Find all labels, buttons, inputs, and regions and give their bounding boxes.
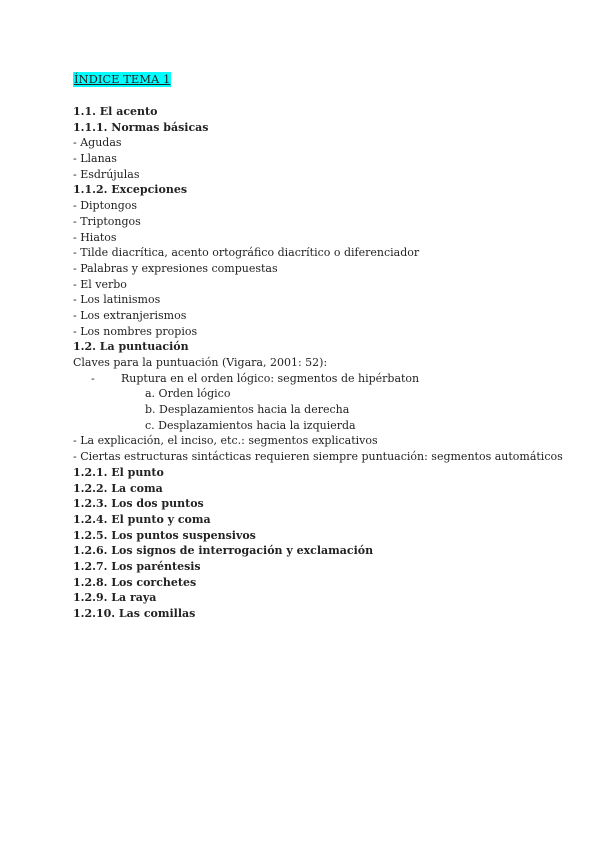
list-item: - Diptongos xyxy=(73,199,138,213)
list-item: - Palabras y expresiones compuestas xyxy=(73,261,278,275)
list-item: - Ciertas estructuras sintácticas requieren siempre puntuación: segmentos automáticos xyxy=(73,450,563,464)
nested-list-item-text: Ruptura en el orden lógico: segmentos de hipérbaton xyxy=(121,371,420,385)
paragraph: Claves para la puntuación (Vigara, 2001: 52): xyxy=(73,356,328,369)
subsection-heading: 1.2.8. Los corchetes xyxy=(73,575,197,589)
subsection-heading: 1.2.1. El punto xyxy=(73,465,164,479)
table-of-contents xyxy=(73,104,573,622)
subsection-heading: 1.2.9. La raya xyxy=(73,591,157,605)
list-item: - Los latinismos xyxy=(73,293,161,307)
nested-sublist-item: a. Orden lógico xyxy=(145,387,231,401)
list-item: - Los nombres propios xyxy=(73,324,198,338)
list-dash: - xyxy=(91,371,95,385)
nested-list-item xyxy=(73,371,573,387)
nested-sublist-item: c. Desplazamientos hacia la izquierda xyxy=(145,418,356,432)
list-item: - Hiatos xyxy=(73,230,117,244)
list-item: - Llanas xyxy=(73,152,117,166)
list-item: - El verbo xyxy=(73,277,127,291)
subsection-heading: 1.2.4. El punto y coma xyxy=(73,512,211,526)
nested-sublist-item: b. Desplazamientos hacia la derecha xyxy=(145,403,350,417)
section-heading: 1.1. El acento xyxy=(73,105,158,118)
subsection-heading: 1.1.1. Normas básicas xyxy=(73,120,209,134)
subsection-heading: 1.2.3. Los dos puntos xyxy=(73,497,204,511)
subsection-heading: 1.2.6. Los signos de interrogación y exclamación xyxy=(73,544,374,558)
subsection-heading: 1.1.2. Excepciones xyxy=(73,183,188,197)
list-item: - La explicación, el inciso, etc.: segmentos explicativos xyxy=(73,434,378,448)
list-item: - Los extranjerismos xyxy=(73,308,187,322)
subsection-heading: 1.2.5. Los puntos suspensivos xyxy=(73,528,256,542)
section-heading: 1.2. La puntuación xyxy=(73,340,189,354)
subsection-heading: 1.2.7. Los paréntesis xyxy=(73,559,201,573)
subsection-heading: 1.2.10. Las comillas xyxy=(73,607,196,620)
list-item: - Esdrújulas xyxy=(73,167,140,181)
subsection-heading: 1.2.2. La coma xyxy=(73,481,163,495)
index-title: ÍNDICE TEMA 1 xyxy=(74,72,171,86)
list-item: - Agudas xyxy=(73,136,122,150)
list-item: - Triptongos xyxy=(73,214,141,228)
list-item: - Tilde diacrítica, acento ortográfico diacrítico o diferenciador xyxy=(73,246,420,260)
